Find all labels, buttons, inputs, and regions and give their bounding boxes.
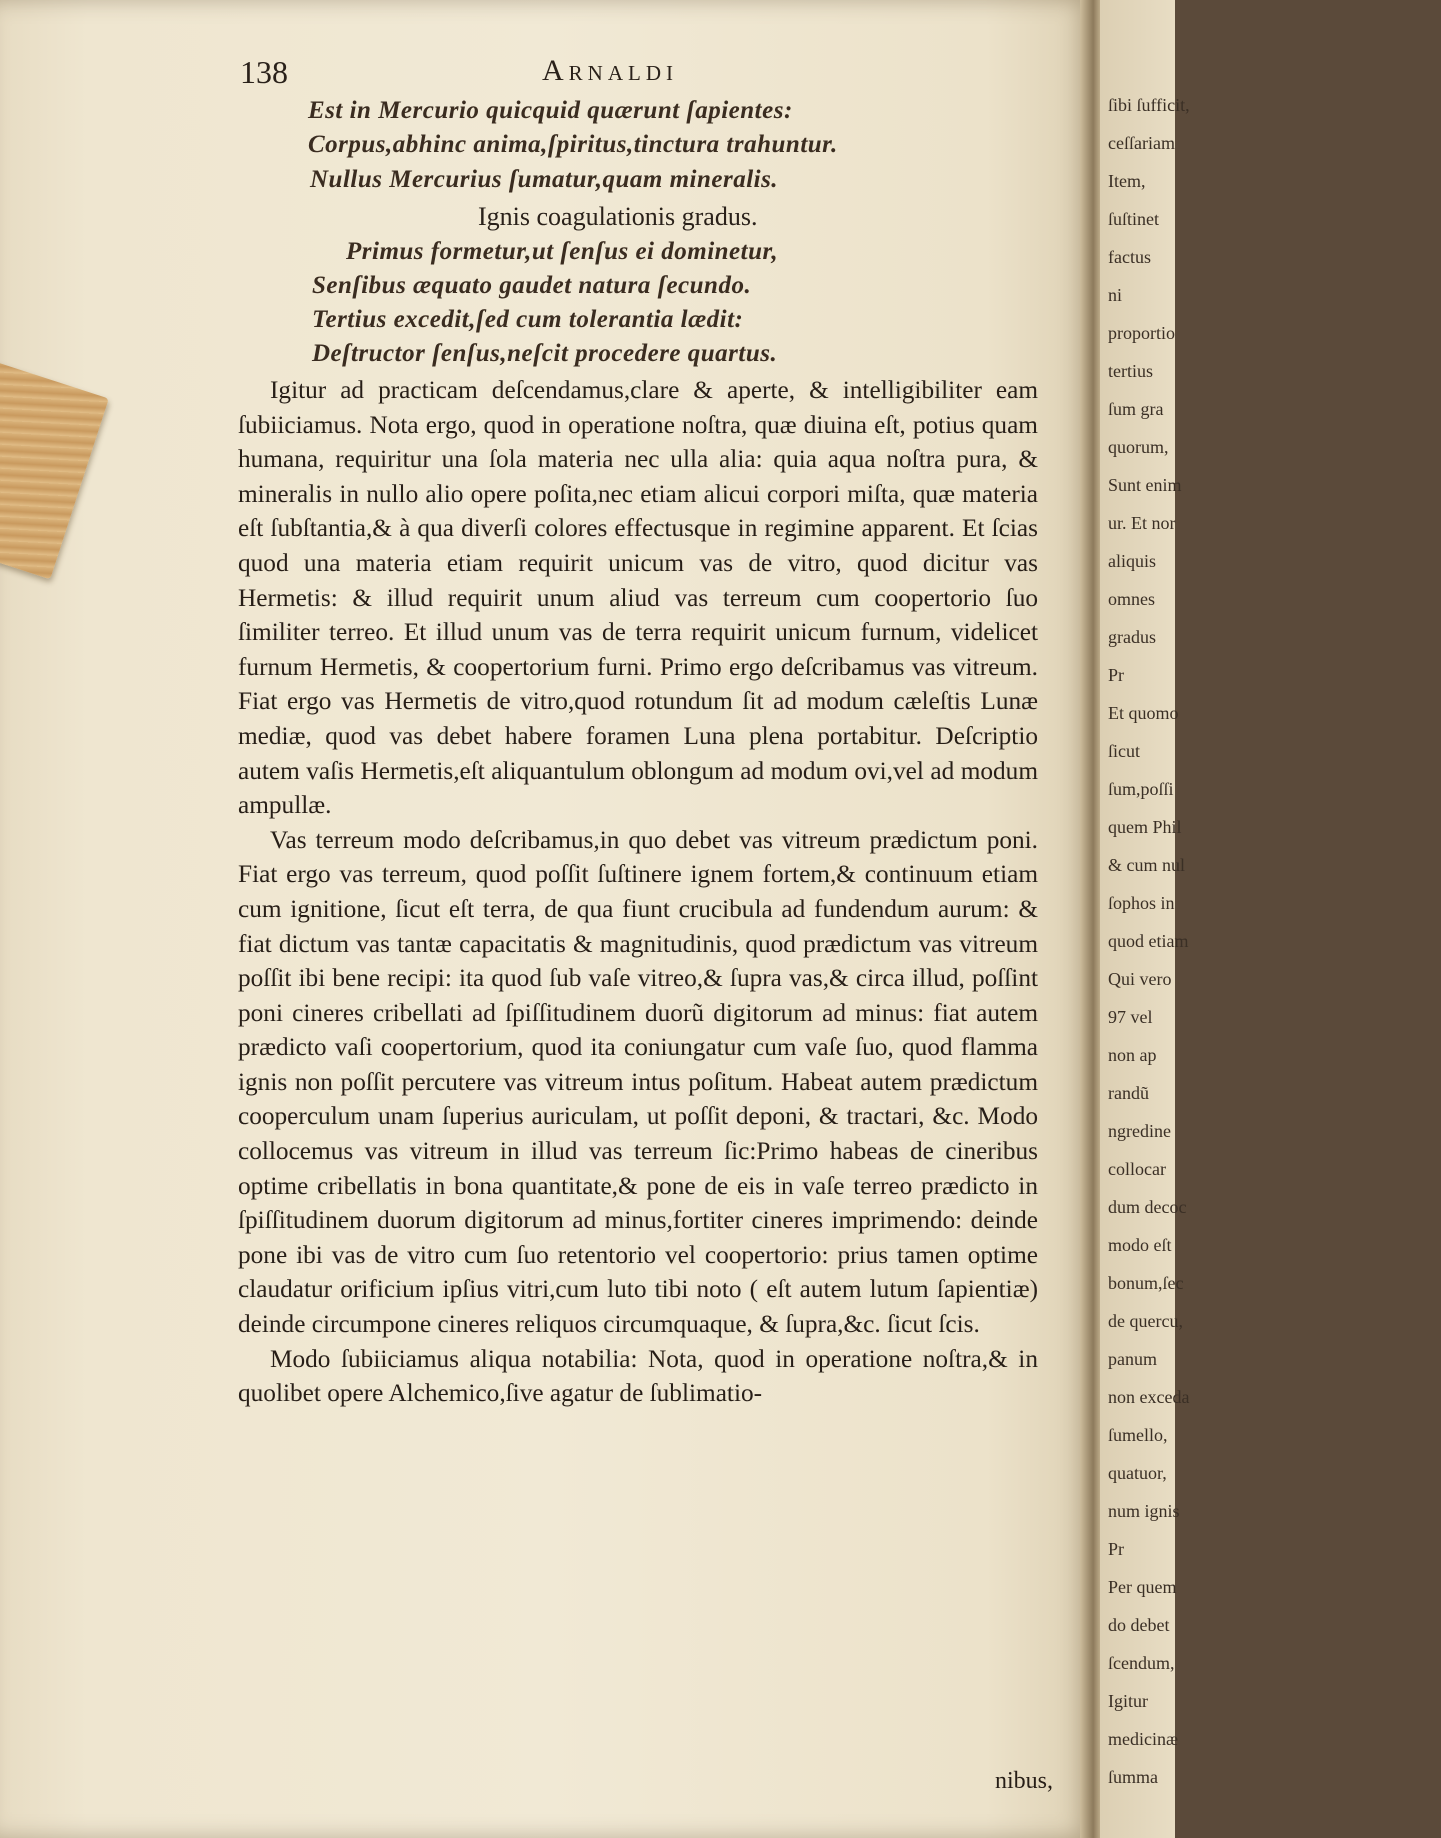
facing-page-fragment: non exceda bbox=[1108, 1387, 1190, 1407]
facing-page-fragment: medicinæ bbox=[1108, 1729, 1178, 1749]
verse-line: Primus formetur,ut ſenſus ei dominetur, bbox=[346, 238, 779, 265]
facing-page-fragment: quod etiam bbox=[1108, 931, 1189, 951]
facing-page-fragment: omnes bbox=[1108, 589, 1155, 609]
verse-line: Est in Mercurio quicquid quærunt ſapientes: bbox=[308, 97, 793, 124]
facing-page-fragment: Pr bbox=[1108, 665, 1125, 685]
facing-page-fragment: tertius bbox=[1108, 361, 1153, 381]
facing-page-fragment: quem Phil bbox=[1108, 817, 1182, 837]
facing-page-fragment: ſumma bbox=[1108, 1767, 1158, 1787]
facing-page-fragment: ngredine bbox=[1108, 1121, 1171, 1141]
facing-page-fragment: ſcendum, bbox=[1108, 1653, 1175, 1673]
facing-page-fragment: quatuor, bbox=[1108, 1463, 1167, 1483]
facing-page-fragment: modo eſt bbox=[1108, 1235, 1172, 1255]
facing-page-fragment: do debet bbox=[1108, 1615, 1170, 1635]
verse-line: Nullus Mercurius ſumatur,quam mineralis. bbox=[310, 166, 779, 193]
running-title: Arnaldi bbox=[542, 54, 678, 87]
facing-page-fragment: panum bbox=[1108, 1349, 1157, 1369]
facing-page-fragment: & cum nul bbox=[1108, 855, 1185, 875]
facing-page-fragment: bonum,ſec bbox=[1108, 1273, 1184, 1293]
facing-page-fragment: gradus bbox=[1108, 627, 1156, 647]
facing-page-fragment: ni bbox=[1108, 285, 1123, 305]
facing-page-fragment: ſibi ſufficit, bbox=[1108, 95, 1190, 115]
facing-page-fragment: ſophos in bbox=[1108, 893, 1175, 913]
facing-page-edge bbox=[1100, 0, 1190, 1838]
facing-page-fragment: Item, bbox=[1108, 171, 1146, 191]
section-subheading: Ignis coagulationis gradus. bbox=[478, 202, 758, 231]
book-gutter bbox=[1080, 0, 1102, 1838]
facing-page-fragment: ſuſtinet bbox=[1108, 209, 1159, 229]
facing-page-fragment: Per quem bbox=[1108, 1577, 1177, 1597]
verse-line: Tertius excedit,ſed cum tolerantia lædit: bbox=[312, 306, 744, 333]
facing-page-fragment: collocar bbox=[1108, 1159, 1166, 1179]
facing-page-fragment: ſum,poſſi bbox=[1108, 779, 1174, 799]
facing-page-fragment: quorum, bbox=[1108, 437, 1169, 457]
facing-page-fragment: ceſſariam bbox=[1108, 133, 1175, 153]
facing-page-fragment: Pr bbox=[1108, 1539, 1125, 1559]
facing-page-fragment: ſicut bbox=[1108, 741, 1140, 761]
paragraph: Modo ſubiiciamus aliqua notabilia: Nota, quod in operatione noſtra,& in quolibet opere Alchemico,ſive agatur de ſublimatio- bbox=[238, 1344, 1038, 1408]
facing-page-fragment: ur. Et nor bbox=[1108, 513, 1176, 533]
catchword: nibus, bbox=[995, 1768, 1054, 1794]
body-text bbox=[238, 373, 1038, 1411]
facing-page-fragment: ſumello, bbox=[1108, 1425, 1168, 1445]
facing-page-fragment: 97 vel bbox=[1108, 1007, 1153, 1027]
facing-page-fragment: non ap bbox=[1108, 1045, 1157, 1065]
verse-line: Deſtructor ſenſus,neſcit procedere quartus. bbox=[312, 340, 778, 367]
facing-page-fragment: de quercu, bbox=[1108, 1311, 1183, 1331]
paragraph: Vas terreum modo deſcribamus,in quo debet vas vitreum prædictum poni. Fiat ergo vas terreum, quod poſſit ſuſtinere ignem fortem,& continuum etiam cum ignitione, ſicut eſt terra, de qua fiunt crucibula ad fundendum aurum: & fiat dictum vas tantæ capacitatis & magnitudinis, quod prædictum vas vitreum poſſit ibi bene recipi: ita quod ſub vaſe vitreo,& ſupra vas,& circa illud, poſſint poni cineres cribellati ad ſpiſſitudinem duorũ digitorum ad minus: fiat autem prædicto vaſi coopertorium, quod ita coniungatur cum vaſe ſuo, quod flamma ignis non poſſit percutere vas vitreum intus poſitum. Habeat autem prædictum cooperculum unam ſuperius auriculam, ut poſſit deponi, & tractari, &c. Modo collocemus vas vitreum in illud vas terreum ſic:Primo habeas de cineribus optime cribellatis in bona quantitate,& pone de eis in vaſe terreo prædicto in ſpiſſitudinem duorum digitorum ad minus,fortiter cineres imprimendo: deinde pone ibi vas de vitro cum ſuo retentorio vel coopertorio: prius tamen optime claudatur orificium ipſius vitri,cum luto tibi noto ( eſt autem lutum ſapientiæ) deinde circumpone cineres reliquos circumquaque, & ſupra,&c. ſicut ſcis. bbox=[238, 825, 1038, 1339]
facing-page-fragment: aliquis bbox=[1108, 551, 1156, 571]
facing-page-fragment: dum decoc bbox=[1108, 1197, 1187, 1217]
facing-page-fragment: randũ bbox=[1108, 1083, 1149, 1103]
verse-line: Senſibus æquato gaudet natura ſecundo. bbox=[312, 272, 752, 299]
page-number: 138 bbox=[240, 54, 288, 90]
verse-line: Corpus,abhinc anima,ſpiritus,tinctura trahuntur. bbox=[308, 131, 838, 158]
facing-page-fragment: Et quomo bbox=[1108, 703, 1179, 723]
facing-page-fragment: proportio bbox=[1108, 323, 1175, 343]
facing-page-fragment: Qui vero bbox=[1108, 969, 1172, 989]
paragraph: Igitur ad practicam deſcendamus,clare & aperte, & intelligibiliter eam ſubiiciamus. Nota ergo, quod in operatione noſtra, quæ diuina eſt, potius quam humana, requiritur una ſola materia nec ulla alia: quia aqua noſtra pura, & mineralis in nullo alio opere poſita,nec etiam alicui corpori miſta, quæ materia eſt ſubſtantia,& à qua diverſi colores effectusque in regimine apparent. Et ſcias quod una materia etiam requirit unicum vas de vitro, quod dicitur vas Hermetis: & illud requirit unum aliud vas terreum cum coopertorio ſuo ſimiliter terreo. Et illud unum vas de terra requirit unicum furnum, videlicet furnum Hermetis, & coopertorium furni. Primo ergo deſcribamus vas vitreum. Fiat ergo vas Hermetis de vitro,quod rotundum ſit ad modum cæleſtis Lunæ mediæ, quod vas debet habere foramen Luna plena portabitur. Deſcriptio autem vaſis Hermetis,eſt aliquantulum oblongum ad modum ovi,vel ad modum ampullæ. bbox=[238, 376, 1038, 820]
facing-page-fragment: factus bbox=[1108, 247, 1151, 267]
facing-page-fragment: Sunt enim bbox=[1108, 475, 1182, 495]
page-header bbox=[240, 54, 1010, 94]
paper-bookmark-strip bbox=[0, 360, 109, 579]
facing-page-fragment: ſum gra bbox=[1108, 399, 1164, 419]
facing-page-fragment: num ignis bbox=[1108, 1501, 1180, 1521]
facing-page-fragment: Igitur bbox=[1108, 1691, 1148, 1711]
